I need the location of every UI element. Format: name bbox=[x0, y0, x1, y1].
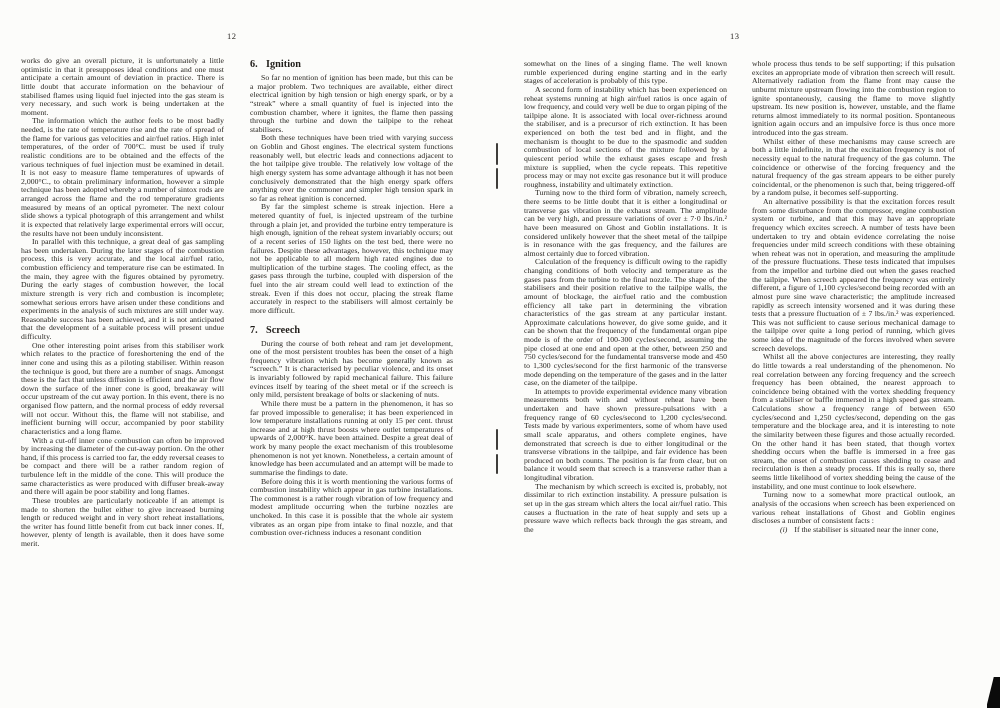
paragraph: somewhat on the lines of a singing flame. The well known rumble experienced during engine starting and in the early stages of acceleration is probably of this type. bbox=[524, 59, 727, 86]
paragraph: One other interesting point arises from this stabiliser work which relates to the practice of foreshortening the end of the inner cone and using this as a piloting stabiliser. Within reason the technique is good, but there are a number of snags. Amongst these is the fact that unless diffusion is efficient and the air flow down the surface of the inner cone is good, breakaway will occur upstream of the cut away portion. In this event, there is no organised flow pattern, and the normal process of eddy reversal will not occur. Without this, the flame will not stabilise, and inefficient burning will occur, accompanied by poor stability characteristics and a long flame. bbox=[21, 340, 224, 436]
page13-column1 bbox=[524, 60, 727, 534]
paragraph: In parallel with this technique, a great deal of gas sampling has been undertaken. During the later stages of the combustion process, this is very accurate, and the local air/fuel ratio, combustion efficiency and temperature rise can be estimated. In the main, they agree with the figures obtained by pyrometry. During the early stages of combustion however, the local mixture strength is very rich and combustion is incomplete; somewhat serious errors have arisen under these conditions and experiments in the analysis of such mixtures are still under way. Reasonable success has been achieved, and it is not anticipated that the development of a suitable process will present undue difficulty. bbox=[21, 237, 224, 341]
paragraph: The mechanism by which screech is excited is, probably, not dissimilar to rich extinction instability. A pressure pulsation is set up in the gas stream which alters the local air/fuel ratio. This causes a fluctuation in the rate of heat supply and sets up a pressure wave which reflects back through the gas stream, and the bbox=[524, 481, 727, 534]
paragraph: An alternative possibility is that the excitation forces result from some disturbance from the compressor, engine combustion system or turbine, and that this may have an appropriate frequency which excites screech. A number of tests have been undertaken to try and obtain evidence correlating the noise frequencies under mild screech conditions with these obtaining when reheat was not in operation, and measuring the amplitude of the pressure fluctuations. These tests indicated that impulses from the impellor and turbine died out when the gases reached the tailpipe. When screech appeared the frequency was entirely different, a figure of 1,100 cycles/second being recorded with an almost pure sine wave characteristic; the amplitude increased rapidly as screech intensity worsened and it was during these tests that a pressure fluctuation of ± 7 lbs./in.² was experienced. This was not sufficient to cause serious mechanical damage to the tailpipe over quite a long period of running, which gives some idea of the magnitude of the forces involved when severe screech develops. bbox=[752, 197, 955, 353]
paragraph: So far no mention of ignition has been made, but this can be a major problem. Two techniques are available, either direct electrical ignition by high tension or high energy spark, or by a “streak” where a small quantity of fuel is injected into the combustion chamber, where it ignites, the flame then passing through the turbine and down the tailpipe to the reheat stabilisers. bbox=[250, 73, 453, 134]
paragraph: Turning now to a somewhat more practical outlook, an analysis of the occasions when screech has been experienced on various reheat installations of Ghost and Goblin engines discloses a number of consistent facts : bbox=[752, 490, 955, 526]
paragraph: Turning now to the third form of vibration, namely screech, there seems to be little doubt that it is either a longitudinal or transverse gas vibration in the exhaust stream. The amplitude can be very high, and pressure variations of over ± 7·0 lbs./in.² have been measured on Ghost and Goblin installations. It is considered unlikely however that the sheet metal of the tailpipe is in resonance with the gas frequency, and the failures are almost certainly due to forced vibration. bbox=[524, 188, 727, 258]
section-heading-ignition bbox=[250, 59, 453, 71]
page-number-left: 12 bbox=[227, 31, 237, 41]
section-title: Ignition bbox=[266, 59, 301, 70]
paragraph: Whilst either of these mechanisms may cause screech are both a little indefinite, in that the excitation frequency is not of necessity equal to the natural frequency of the gas column. The coincidence or otherwise of the forcing frequency and the natural frequency of the gas stream appears to be either purely coincidental, or the phenomenon is such that, being triggered-off by a random pulse, it becomes self-supporting. bbox=[752, 136, 955, 198]
margin-annotation-mark bbox=[496, 429, 498, 450]
list-item-i bbox=[752, 526, 955, 535]
page12-column2 bbox=[250, 59, 453, 538]
margin-annotation-mark bbox=[496, 168, 498, 189]
paragraph: During the course of both reheat and ram jet development, one of the most persistent troubles has been the onset of a high frequency vibration which has become generally known as “screech.” It is characterised by peculiar violence, and its onset is invariably followed by rapid mechanical failure. This failure evinces itself by tearing of the sheet metal or if the screech is only mild, persistent breakage of bolts or slackening of nuts. bbox=[250, 338, 453, 400]
paragraph: works do give an overall picture, it is unfortunately a little optimistic in that it presupposes ideal conditions and one must anticipate a certain amount of deviation in practice. There is little doubt that accurate information on the behaviour of stabilised flames using liquid fuel injected into the gas steam is very necessary, and such work is being undertaken at the moment. bbox=[21, 56, 224, 117]
list-item-marker: (i) bbox=[780, 524, 788, 534]
section-number: 7. bbox=[250, 324, 258, 336]
section-number: 6. bbox=[250, 59, 258, 70]
paragraph: Both these techniques have been tried with varying success on Goblin and Ghost engines. The electrical system functions reasonably well, but electric leads and connections adjacent to the hot tailpipe give trouble. The relatively low voltage of the high energy system has some advantage although it has not been conclusively demonstrated that the high energy spark offers anything over the commoner and simpler high tension spark in so far as reheat ignition is concerned. bbox=[250, 133, 453, 203]
paragraph: The information which the author feels to be most badly needed, is the rate of temperature rise and the rate of spread of the flame for various gas velocities and air/fuel ratios. High inlet temperatures, of the order of 700°C. must be used if truly realistic conditions are to be obtained and the effects of the various techniques of fuel injection must be examined in detail. It is not easy to measure flame temperatures of upwards of 2,000°C., to obtain preliminary information, however a simple technique has been adopted whereby a number of sintox rods are arranged across the flame and the rod temperature gradients measured by means of an optical pyrometer. The next colour slide shows a typical photograph of this arrangement and whilst it is expected that relatively large experimental errors will occur, the results have not been unduly inconsistent. bbox=[21, 116, 224, 238]
paragraph: With a cut-off inner cone combustion can often be improved by increasing the diameter of the cut-away portion. On the other hand, if this process is carried too far, the eddy reversal ceases to be compact and there will be a rather random region of turbulence left in the middle of the cone. This will produce the same characteristics as were produced with diffuser break-away and there will again be poor stability and long flames. bbox=[21, 435, 224, 497]
section-title: Screech bbox=[266, 324, 301, 336]
section-heading-screech bbox=[250, 325, 453, 337]
paragraph: Calculation of the frequency is difficult owing to the rapidly changing conditions of both velocity and temperature as the gases pass from the turbine to the final nozzle. The shape of the stabilisers and their position relative to the tailpipe walls, the amount of blockage, the air/fuel ratio and the combustion efficiency all take part in determining the vibration characteristics of the gas stream at any particular instant. Approximate calculations however, do give some guide, and it can be shown that the frequency of the fundamental organ pipe mode is of the order of 100-300 cycles/second, assuming the pipe closed at one end and open at the other, between 250 and 750 cycles/second for the fundamental transverse mode and 450 to 1,300 cycles/second for the first harmonic of the transverse mode depending on the temperature of the gases and in the latter case, on the diameter of the tailpipe. bbox=[524, 257, 727, 388]
scan-corner-artifact bbox=[987, 677, 1000, 708]
paragraph: Before doing this it is worth mentioning the various forms of combustion instability which appear in gas turbine installations. The commonest is a rather rough vibration of low frequency and modest amplitude occurring when the turbine nozzles are unchoked. In this case it is possible that the whole air system vibrates as an organ pipe from intake to final nozzle, and that combustion over-richness induces a resonant condition bbox=[250, 476, 453, 538]
paragraph: While there must be a pattern in the phenomenon, it has so far proved impossible to generalise; it has been experienced in low temperature installations running at only 15 per cent. thrust increase and at high thrust boosts where outlet temperatures of upwards of 2,000°K. have been attained. Despite a great deal of work by many people the exact mechanism of this troublesome phenomenon is not yet known. Nonetheless, a certain amount of knowledge has been accumulated and an attempt will be made to summarise the findings to date. bbox=[250, 398, 453, 477]
paragraph: By far the simplest scheme is streak injection. Here a metered quantity of fuel, is injected upstream of the turbine through a plain jet, and provided the turbine entry temperature is high enough, ignition of the reheat system invariably occurs; out of a recent series of 150 lights on the test bed, there were no failures. Despite these advantages, however, this technique may not be applicable to all modern high rated engines due to multiplication of the turbine stages. The cooling effect, as the gases pass through the turbine, coupled with dispersion of the fuel into the air stream could well lead to extinction of the streak. Even if this does not occur, placing the streak flame accurately in respect to the stabilisers will almost certainly be more difficult. bbox=[250, 202, 453, 315]
list-item-text: If the stabiliser is situated near the inner cone, bbox=[794, 524, 939, 534]
paragraph: In attempts to provide experimental evidence many vibration measurements both with and without reheat have been undertaken and have shown pressure-pulsations with a frequency range of 60 cycles/second to 1,200 cycles/second. Tests made by various experimenters, some of whom have used small scale apparatus, and others complete engines, have demonstrated that screech is due to either longitudinal or the transverse vibrations in the tailpipe, and fair evidence has been produced on both counts. The position is far from clear, but on balance it would seem that screech is a transverse rather than a longitudinal vibration. bbox=[524, 386, 727, 482]
paragraph: whole process thus tends to be self supporting; if this pulsation excites an appropriate mode of vibration then screech will result. Alternatively radiation from the flame front may cause the unburnt mixture upstream flowing into the combustion region to ignite spontaneously, causing the flame to move slightly upstream. Its new position is, however, unstable, and the flame returns almost immediately to its normal position. Spontaneous ignition again occurs and an impulsive force is thus once more introduced into the gas stream. bbox=[752, 59, 955, 137]
paragraph: A second form of instability which has been experienced on reheat systems running at high air/fuel ratios is once again of low frequency, and could very well be due to organ piping of the tailpipe alone. It is associated with local over-richness around the stabiliser, and is a precursor of rich extinction. It has been experienced on both the test bed and in flight, and the mechanism is thought to be due to the spasmodic and sudden combustion of local sections of the mixture followed by a quiescent period while the exhaust gases escape and fresh mixture is supplied, when the cycle repeats. This repetitive process may or may not excite gas resonance but it will produce roughness, instability and ultimately extinction. bbox=[524, 84, 727, 189]
margin-annotation-mark bbox=[496, 143, 498, 165]
paragraph: These troubles are particularly noticeable if an attempt is made to shorten the bullet either to give increased burning length or reduced weight and in very short reheat installations, the writer has found little benefit from cut back inner cones. If, however, plenty of length is available, then it does have some merit. bbox=[21, 495, 224, 548]
page12-column1 bbox=[21, 57, 224, 549]
page-number-right: 13 bbox=[730, 31, 740, 41]
margin-annotation-mark bbox=[496, 454, 498, 474]
paragraph: Whilst all the above conjectures are interesting, they really do little towards a real understanding of the phenomenon. No real correlation between any forcing frequency and the screech frequency has been obtained, the nearest approach to coincidence being obtained with the vortex shedding frequency from a stabiliser or baffle immersed in a high speed gas stream. Calculations show a frequency range of between 650 cycles/second and 1,250 cycles/second, depending on the gas temperature and the blockage area, and it is interesting to note the similarity between these figures and those actually recorded. On the other hand it has been stated, that though vortex shedding occurs when the baffle is immersed in a free gas stream, the onset of combustion causes shedding to cease and recirculation is then a steady process. If this is really so, there seems little likelihood of vortex shedding being the cause of the instability, and one must continue to look elsewhere. bbox=[752, 352, 955, 491]
page13-column2 bbox=[752, 60, 955, 534]
